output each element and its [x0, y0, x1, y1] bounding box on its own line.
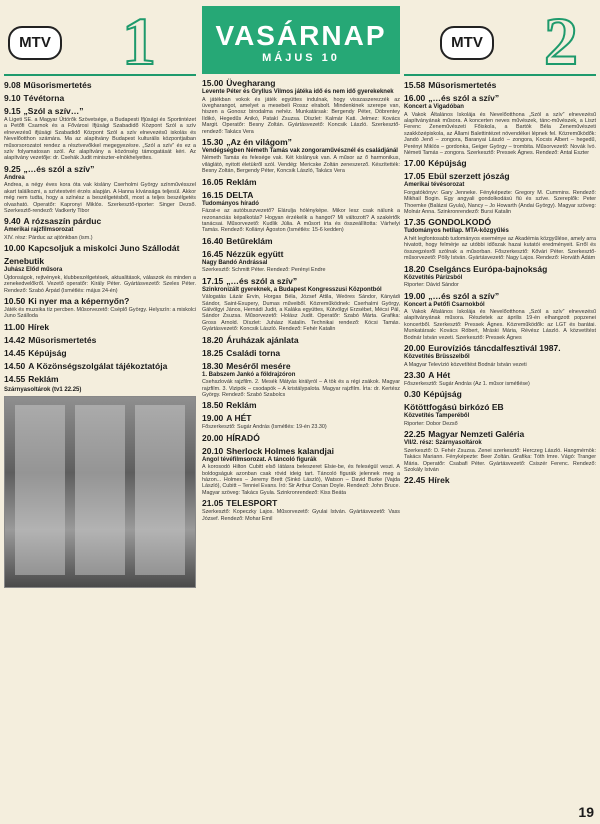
program-time: 22.25	[404, 429, 426, 440]
program-description: Csehszlovák rajzfilm. 2. Mesék Mátyás királyról – A tök és a régi zsákok. Magyar rajzfilm. 3. Vizipók – csodapók – A kristálypalota. Magyar rajzfilm. Írta: dr. Kertész György. Rendező: Szabó Szabolcs	[202, 379, 400, 398]
program-heading	[202, 137, 400, 148]
program-time: 14.42	[4, 334, 26, 345]
program-heading	[4, 322, 196, 333]
program-description: A Vakok Általános Iskolája és Nevelőotthona „Szól a szív” elnevezésű alapítványának műsora. A koncerten neves művészek, tánc-művészek, a Liszt Ferenc Zeneművészeti Főiskola, a Bartók Béla Zeneművészeti szakközépiskola, az Állami Balettintézet növendékei lépnek fel. Közreműködők: Jandó Jenő – zongora, Baranyai László – zongora, Kocsis Albert – hegedű, Perényi Miklós – gordonka, Geiger György – trombita. Műsorvezető: Novák Ivó. Németi Tamás – zongora. Szerkesztő: Pressek Ágnes. Rendező: Antal Eszter	[404, 111, 596, 156]
program-time: 20.00	[404, 343, 426, 354]
program-entry	[404, 217, 596, 261]
program-heading	[202, 190, 400, 201]
program-entry	[202, 249, 400, 274]
program-description: A játékban vokok és játék együttes indulnak, hogy visszaszerezzék az üvegharangot, amelyet a mesebeli Rossz elrabolt. Mindenkinek szerepe van, hiszen a Gonosz birodalma nehéz. Munkatársak: Bergendy Péter, Döbrentey Ildikó, Hegedűs Anikó, Patakí Zsuzsa. Díszlet: Kalmár Kati. Jelmez: Kovács Margit. Operatőr: Besny Zoltán. Gyártásvezető: Koncsik László. Szerkesztő-rendező: Takács Vera	[202, 96, 400, 135]
program-time: 10.50	[4, 296, 26, 306]
mtv-logo: MTV	[440, 26, 494, 60]
program-description: A hét legfontosabb tudományos eseménye az Akadémia közgyűlése, amely arra hivatott, hogy felmérje az utóbbi időszak hazai kutatói eredményeit. Erről és összegzésről szólnak a műsorban. Főszerkesztő: Kővári Péter. Szerkesztő-műsorvezető: Pölly István. Gyártásvezető: Nagy Lajos. Rendező: Horváth Ádám	[404, 235, 596, 262]
program-description: Riporter: Dobor Dezső	[404, 420, 458, 427]
program-time: 14.45	[4, 347, 26, 358]
program-subtitle: Angol tévéfilmsorozat. A táncoló figurák	[202, 456, 317, 463]
program-subtitle: VII/2. rész: Szárnyasoltárok	[404, 440, 482, 447]
program-entry	[404, 475, 596, 486]
program-time: 14.55	[4, 373, 26, 384]
program-time: 22.45	[404, 475, 426, 486]
program-time: 18.20	[404, 263, 426, 274]
program-heading	[202, 361, 400, 372]
program-description: Németh Tamás és felesége vak. Két kislányuk van. A műsor az ő harmonikus, világlátó, nyitott életükről szól. Vendég: Mericske Zoltán zeneszerző. Készítették: Besny Zoltán, Bergendy Péter, Koncsik László, Takács Vera	[202, 155, 400, 175]
program-heading	[404, 389, 596, 400]
program-entry	[4, 335, 196, 346]
program-title: Képújság	[423, 389, 462, 400]
program-description: Válogatás Lázár Ervin, Horgas Béla, József Attila, Weöres Sándor, Kányádi Sándor, Saint-Exupery, Dumas műveiből. Közreműködnek: Cserhalmi György, Gálvölgyi János, Hernádi Judit, a Kaláka együttes, Kútvölgyi Erzsébet, Mécsi Pál, Sándor Zsuzsa. Műsorvezető: Holász Judit. Operatőr: Szabó Márta. Grafika: Gross Arnold. Díszlet: Juhász Katalin. Technikai rendező: Kócsi Tamás. Gyártásvezető: Koncsik László. Rendező: Fehér Katalin	[202, 294, 400, 333]
program-heading	[202, 400, 400, 411]
program-subtitle: Amerikai rajzfilmsorozat	[4, 227, 74, 234]
program-heading	[202, 78, 400, 89]
program-entry	[4, 80, 196, 91]
art-caption: Szárnyasoltárok (tv1 22.25)	[4, 386, 82, 393]
program-description: A Ligeti SE. a Magyar Úttörők Szövetsége, a Budapesti Ifjúsági és Sportintézet a Petőfi Csarnok és a Fővárosi Ifjúsági Szabadidő Központ Szól a szív elnevezésű ifjúsági Szabadidő Központ Szól a szív elnevezésű iskolás és Nevelőotthon számára. Ma az alapítvány Budapest kulturális központjaiban műsorsorozatot rendez a résztvevőkkel megegyezésre. „Szól a szív” és ez a szív folyamatosan szól. Az alapítvány a közönség támogatását kéri. Az alapítvány vezetője: dr. Csehák Judit miniszter-elnökhelyettes.	[4, 117, 196, 162]
program-heading	[4, 361, 196, 372]
program-title: Magyar Nemzeti Galéria	[428, 429, 525, 440]
program-time: 16.45	[202, 248, 224, 259]
program-heading	[4, 296, 196, 307]
program-title: HÍRADÓ	[226, 432, 260, 443]
program-title: Eurovíziós táncdalfesztivál 1987.	[428, 343, 561, 354]
channel-1-program-list	[4, 80, 196, 385]
program-title: Cselgáncs Európa-bajnokság	[428, 263, 548, 274]
program-description: A korosodó Hilton Cubitt első látásra beleszeret Elsie-be, és feleségül veszi. A boldogságuk azonban csak rövid ideig tart. Táncoló figurák jelennek meg a házon... Holmes – Jeremy Brett (Sinkó László), Watson – David Burke (Vajda László), Cubitt – Tenniel Evans. Író: Sir Arthur Conan Doyle. Rendező: John Bruce. Magyar szöveg: Takács Gyula. Szinkronrendező: Kiss Beáta	[202, 464, 400, 496]
program-title: A rózsaszín párduc	[23, 216, 102, 227]
program-entry	[404, 370, 596, 387]
program-heading	[202, 335, 400, 346]
program-entry	[202, 400, 400, 411]
program-time: 16.40	[202, 235, 224, 246]
program-heading	[202, 446, 400, 457]
program-title: Zenebutik	[4, 256, 45, 267]
program-heading	[4, 374, 196, 385]
program-title: A Közönségszolgálat tájékoztatója	[28, 360, 168, 371]
program-description: XIV. rész: Párduc az ajtónkban (ism.)	[4, 234, 93, 241]
program-description: A Magyar Televízió közvetítést Bodnár István vezeti	[404, 361, 527, 368]
program-heading	[4, 93, 196, 104]
program-description: Játék és muzsika tíz percben. Műsorvezető: Cséplő György. Helyszín: a miskolci Juno Szálloda	[4, 307, 196, 320]
program-entry	[202, 190, 400, 234]
program-title: DELTA	[226, 189, 254, 200]
program-time: 14.50	[4, 360, 26, 371]
program-entry	[202, 446, 400, 497]
channel-2-header	[404, 6, 596, 79]
program-time: 16.00	[404, 93, 426, 103]
program-description: Szerkesztő: Kopeczky Lajos. Műsorvezető: Gyulai István. Gyártásvezető: Vass József. Rendező: Mohar Emil	[202, 509, 400, 522]
program-time: 9.10	[4, 93, 21, 103]
program-entry	[4, 93, 196, 104]
program-entry	[202, 177, 400, 188]
program-time: 11.00	[4, 321, 25, 332]
program-heading	[202, 276, 400, 287]
program-title: Képújság	[28, 347, 67, 358]
program-title: Áruházak ajánlata	[226, 334, 299, 345]
program-title: Ki nyer ma a képernyőn?	[28, 296, 130, 306]
program-subtitle: Nagy Bandó Andrással	[202, 259, 268, 266]
program-title: Kapcsoljuk a miskolci Juno Szállodát	[28, 243, 180, 254]
program-title: Meséről mesére	[226, 360, 291, 371]
channel-1-header	[4, 6, 196, 79]
day-date: MÁJUS 10	[262, 52, 340, 64]
program-title: „…és szól a szív”	[23, 163, 95, 174]
program-entry	[404, 158, 596, 169]
program-entry	[404, 80, 596, 91]
program-entry	[404, 429, 596, 473]
program-entry	[4, 374, 196, 385]
program-description: Andrea, a négy éves kora óta vak kislány Cserholmi György színművésszel akart találkozni, a szívtestvéri érzés alapján. A Hanna kívánsága teljesül. Akkor még nem tudta, hogy a színész a beszélgetésből, most a teljes beszélgetés olvasható. Operatőr: Kapronyi Miklós. Szerkesztő-riporter: Singer Dezső. Szerkesztő-rendező: Vadkerty Tibor	[4, 182, 196, 214]
program-heading	[4, 256, 196, 267]
altarpiece-image	[4, 396, 196, 588]
program-time: 15.00	[202, 78, 224, 88]
program-subtitle: 1. Babszem Jankó a földrajzóron	[202, 371, 296, 378]
program-subtitle: Szinkronizált gyereknek, a Budapest Kongresszusi Központból	[202, 286, 382, 293]
program-heading	[4, 164, 196, 175]
program-subtitle: Vendégségben Németh Tamás vak zongoraművésznél és családjánál	[202, 147, 398, 154]
program-entry	[202, 137, 400, 175]
program-heading	[202, 498, 400, 509]
program-heading	[202, 413, 400, 424]
program-heading	[202, 249, 400, 260]
program-time: 16.05	[202, 176, 224, 187]
program-entry	[4, 164, 196, 215]
program-time: 18.50	[202, 400, 224, 411]
program-entry	[4, 296, 196, 320]
program-time: 17.00	[404, 158, 426, 169]
program-entry	[202, 335, 400, 346]
program-heading	[404, 93, 596, 104]
program-subtitle: Koncert a Vigadóban	[404, 104, 464, 110]
program-description: Főszerkesztő: Sugár András (Az 1. műsor ismétlése)	[404, 380, 530, 387]
channel-number: 2	[544, 6, 578, 79]
program-time: 20.10	[202, 445, 224, 456]
program-heading	[4, 106, 196, 117]
program-description: Forgatókönyv: Gary Jenneke. Fényképezte: Gregory M. Cummins. Rendező: Mikhail Bogin. Egy angyali gondolkodású fiú és szíve. Szereplők: Peter Thoemke (Balázsi Gyula), Nancy – Jo Howarth (Andai György). Magyar szöveg: Molnár Anna. Szinkronrendező: Bursi Katalin	[404, 189, 596, 216]
program-title: Ebül szerzett jószág	[428, 171, 510, 182]
program-title: Műsorismertetés	[23, 80, 92, 90]
program-title: A Hét	[428, 369, 451, 380]
program-time: 0.30	[404, 389, 421, 400]
program-entry	[404, 93, 596, 156]
program-entry	[202, 498, 400, 522]
program-heading	[4, 243, 196, 254]
program-description: A Vakok Általános Iskolája és Nevelőotthona „Szól a szív” elnevezésű alapítványának műsora. Részletek az április 19-én elhangzott popzenei koncertből. Szerkesztő: Pressek Ágnes. Közreműködők: az LGT és barátai. Munkatársak: Kovács Róbert, Mráski Mária, Révész László. A közvetítést Bodnár István vezeti. Szerkesztő: Pressek Ágnes	[404, 309, 596, 341]
mtv-logo: MTV	[8, 26, 62, 60]
program-entry	[404, 171, 596, 215]
program-time: 18.25	[202, 347, 224, 358]
program-title: GONDOLKODÓ	[428, 217, 492, 228]
program-description: Szerkesztő: D. Fehér Zsuzsa. Zenei szerkesztő: Herczeg László. Hangmérnök: Takács Mariann. Fényképezte: Beer Zoltán. Grafika: Tóth Imre. Vágó: Tranger Mária. Operatőr: Csabafi Péter. Gyártásvezető: Csiszér Ferenc. Rendező: Szokály István	[404, 447, 596, 473]
program-description: Riporter: Dávid Sándor	[404, 282, 459, 289]
program-entry	[404, 264, 596, 289]
program-time: 18.20	[202, 334, 224, 345]
sunday-column	[202, 6, 400, 820]
program-entry	[202, 236, 400, 247]
program-title: Műsorismertetés	[428, 80, 497, 90]
program-heading	[404, 80, 596, 91]
channel-1-column	[4, 6, 196, 820]
program-title: Családi torna	[226, 347, 281, 358]
program-heading	[404, 291, 596, 302]
program-entry	[202, 78, 400, 135]
program-time: 21.05	[202, 498, 224, 509]
page-number: 19	[578, 804, 594, 820]
program-heading	[404, 370, 596, 381]
program-entry	[404, 343, 596, 368]
program-time: 19.00	[404, 290, 426, 301]
program-entry	[202, 433, 400, 444]
program-time: 23.30	[404, 369, 426, 380]
program-time: 18.30	[202, 360, 224, 371]
program-time: 19.00	[202, 413, 224, 424]
program-description: Szerkesztő: Schmitt Péter. Rendező: Perényi Endre	[202, 267, 326, 274]
program-title: Nézzük együtt	[226, 248, 284, 259]
channel-number: 1	[122, 6, 156, 79]
program-subtitle: Közvetítés Brüsszelből	[404, 354, 470, 361]
sunday-program-list	[202, 78, 400, 522]
program-entry	[404, 402, 596, 427]
program-title: Reklám	[226, 400, 257, 411]
program-heading	[4, 80, 196, 91]
program-time: 20.00	[202, 432, 224, 443]
program-heading	[202, 177, 400, 188]
program-title: „Szól a szív…”	[23, 106, 84, 116]
program-title: Reklám	[226, 176, 257, 187]
program-heading	[404, 475, 596, 486]
program-heading	[202, 433, 400, 444]
program-heading	[202, 236, 400, 247]
program-title: Kötöttfogású birkózó EB	[404, 402, 504, 413]
program-title: „…és szól a szív”	[226, 275, 298, 286]
program-time: 17.05	[404, 171, 426, 182]
program-time: 17.15	[202, 275, 224, 286]
program-subtitle: Juhász Előd műsora	[4, 267, 63, 274]
program-heading	[404, 429, 596, 440]
program-title: Hírek	[428, 475, 450, 486]
program-title: Üvegharang	[226, 78, 276, 88]
program-time: 15.58	[404, 80, 426, 90]
program-subtitle: Tudományos hetilap. MTA-közgyűlés	[404, 228, 509, 235]
program-title: Műsorismertetés	[28, 334, 97, 345]
program-heading	[404, 158, 596, 169]
program-heading	[202, 348, 400, 359]
program-title: „…és szól a szív”	[428, 290, 500, 301]
program-heading	[404, 217, 596, 228]
program-entry	[4, 348, 196, 359]
program-entry	[4, 106, 196, 162]
program-subtitle: Koncert a Petőfi Csarnokból	[404, 301, 485, 308]
program-subtitle: Andrea	[4, 174, 25, 181]
day-header	[202, 6, 400, 74]
program-subtitle: Amerikai tévésorozat	[404, 182, 465, 189]
program-subtitle: Közvetítés Párizsból	[404, 274, 463, 281]
channel-2-program-list	[404, 80, 596, 486]
program-description: Fázat-e az autóbuszvezető? Elárulja hólényképe. Mikor lesz csak nálunk a rezonanciás képalkotás? Hogyan érzékelik a hangot? Mi változott? A szakértők tanácsai. Műsorvezető: Kudlik Júlia. A műsort írta és összeállította: Várhelyi Tamás. Rendező: Kollányi Ágoston (Ismétlés: 15-6 kedden)	[202, 208, 400, 234]
program-time: 16.15	[202, 189, 224, 200]
program-title: Képújság	[428, 158, 467, 169]
channel-2-column	[404, 6, 596, 820]
program-entry	[4, 256, 196, 294]
program-title: Tévétorna	[23, 93, 65, 103]
program-subtitle: Levente Péter és Gryllus Vilmos játéka idő és nem idő gyerekeknek	[202, 89, 394, 95]
program-time: 9.25	[4, 163, 21, 174]
program-title: Hírek	[27, 321, 50, 332]
program-heading	[4, 348, 196, 359]
program-entry	[202, 348, 400, 359]
program-title: Sherlock Holmes kalandjai	[226, 445, 334, 456]
program-subtitle: Közvetítés Tamperéből	[404, 413, 470, 420]
program-description: Újdonságok, rejtvények, klubbeszélgetések, aktualitások, válaszok és minden a zenekedvelőkről. Vezető operatőr: Király Péter. Gyártásvezető: Szeles Péter. Rendező: Szabó Árpád (Ismétlés: május 24-én)	[4, 274, 196, 294]
program-entry	[4, 361, 196, 372]
program-title: Betűreklám	[226, 235, 273, 246]
program-heading	[404, 264, 596, 275]
program-time: 10.00	[4, 243, 26, 254]
program-description: Főszerkesztő: Sugár András (Ismétlés: 19-én 23.30)	[202, 424, 327, 431]
program-time: 15.30	[202, 136, 224, 147]
program-time: 17.35	[404, 217, 426, 228]
program-time: 9.40	[4, 216, 21, 227]
day-title: VASÁRNAP	[215, 20, 387, 51]
program-heading	[404, 402, 596, 413]
program-title: TELESPORT	[226, 498, 278, 509]
program-heading	[4, 216, 196, 227]
program-entry	[4, 216, 196, 241]
program-title: A HÉT	[226, 413, 252, 424]
program-heading	[404, 343, 596, 354]
program-entry	[404, 389, 596, 400]
program-time: 9.08	[4, 80, 21, 90]
program-title: „Az én világom”	[226, 136, 292, 147]
program-entry	[202, 361, 400, 399]
program-entry	[202, 276, 400, 333]
program-heading	[4, 335, 196, 346]
program-entry	[4, 322, 196, 333]
program-entry	[202, 413, 400, 430]
program-entry	[404, 291, 596, 342]
program-title: „…és szól a szív”	[428, 93, 500, 103]
program-subtitle: Tudományos híradó	[202, 200, 259, 207]
program-title: Reklám	[28, 373, 59, 384]
program-time: 9.15	[4, 106, 21, 116]
program-heading	[404, 171, 596, 182]
program-entry	[4, 243, 196, 254]
